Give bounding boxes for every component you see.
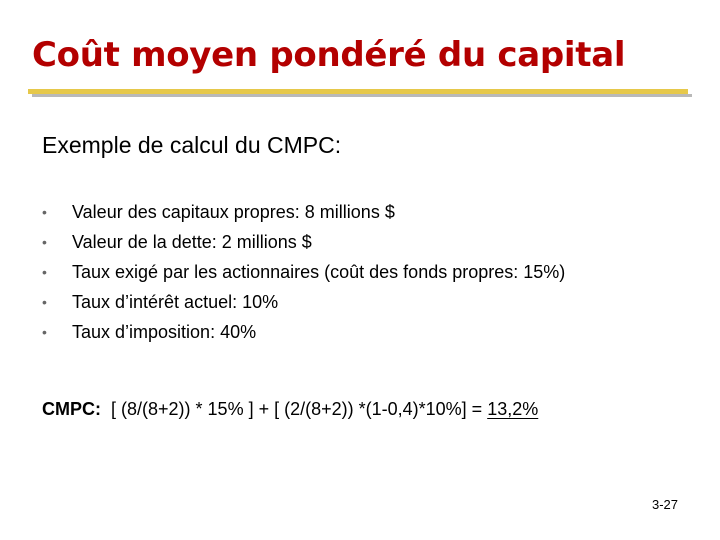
slide-subtitle: Exemple de calcul du CMPC: (42, 132, 342, 158)
bullet-item (42, 227, 565, 257)
bullet-dot: • (42, 204, 47, 220)
slide-title: Coût moyen pondéré du capital (32, 35, 626, 75)
bullet-dot: • (42, 234, 47, 250)
bullet-dot: • (42, 324, 47, 340)
bullet-item (42, 287, 565, 317)
page-number: 3-27 (651, 497, 678, 512)
bullet-item (42, 317, 565, 347)
formula-result: 13,2% (487, 399, 539, 419)
bullet-item (42, 257, 565, 287)
formula-expression: [ (8/(8+2)) * 15% ] + [ (2/(8+2)) *(1-0,4)*10%] = (111, 399, 483, 419)
bullet-text: Taux d’imposition: 40% (72, 322, 257, 342)
title-underline (28, 89, 688, 94)
title-underline-shadow (32, 94, 692, 97)
bullet-list (42, 197, 565, 347)
bullet-dot: • (42, 264, 47, 280)
cmpc-formula (42, 392, 538, 426)
formula-label: CMPC: (42, 399, 101, 419)
bullet-dot: • (42, 294, 47, 310)
bullet-text: Valeur des capitaux propres: 8 millions $ (72, 202, 395, 222)
bullet-text: Taux exigé par les actionnaires (coût des fonds propres: 15%) (72, 262, 566, 282)
bullet-text: Valeur de la dette: 2 millions $ (72, 232, 312, 252)
bullet-item (42, 197, 565, 227)
bullet-text: Taux d’intérêt actuel: 10% (72, 292, 279, 312)
